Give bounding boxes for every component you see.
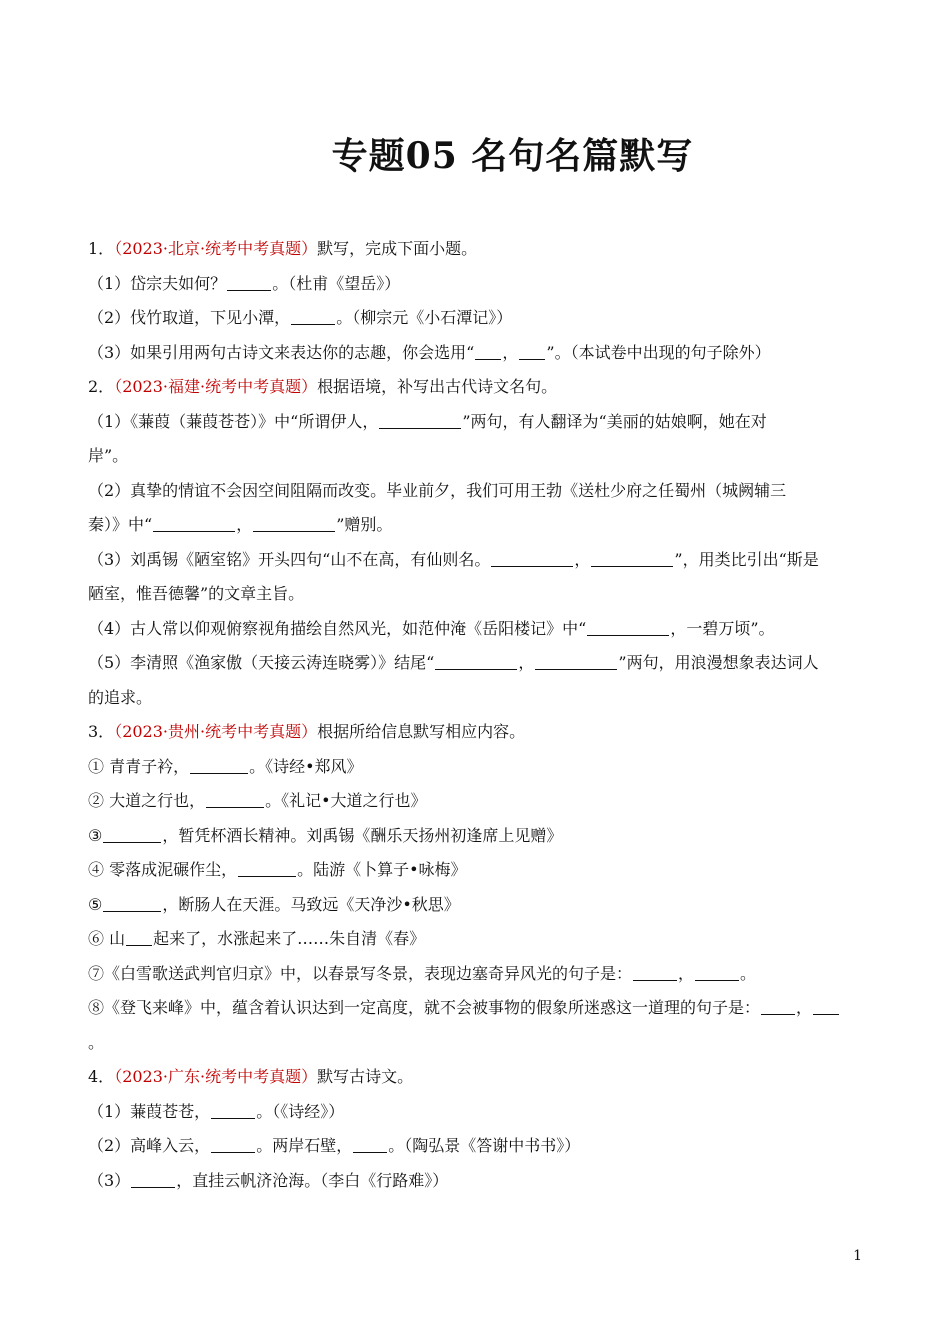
- q3-item-4: ④ 零落成泥碾作尘， 。陆游《卜算子•咏梅》: [88, 860, 467, 879]
- q1-item-2: （2）伐竹取道，下见小潭， 。（柳宗元《小石潭记》）: [88, 308, 513, 327]
- q3-item-5: ⑤ ，断肠人在天涯。马致远《天净沙•秋思》: [88, 894, 460, 914]
- answer-blank[interactable]: [291, 308, 335, 325]
- answer-blank[interactable]: [153, 515, 235, 532]
- answer-blank[interactable]: [131, 1171, 175, 1188]
- q2-item-2-cont: 秦）》中“ ， ”赠别。: [88, 515, 393, 534]
- q3-item-2: ② 大道之行也， 。《礼记•大道之行也》: [88, 791, 427, 810]
- question-source: （2023·福建·统考中考真题）: [114, 377, 318, 396]
- answer-blank[interactable]: [435, 653, 517, 670]
- question-source: （2023·贵州·统考中考真题）: [114, 722, 318, 741]
- answer-blank[interactable]: [227, 274, 271, 291]
- answer-blank[interactable]: [211, 1136, 255, 1153]
- question-number: 4．: [88, 1067, 115, 1086]
- question-prompt: 根据所给信息默写相应内容。: [317, 722, 526, 741]
- question-1-header: [88, 232, 868, 267]
- page-title: 专题05 名句名篇默写: [331, 135, 694, 177]
- question-2-header: [88, 370, 868, 405]
- answer-blank[interactable]: [633, 964, 677, 981]
- q3-item-8-cont: 。: [88, 1032, 105, 1052]
- question-prompt: 默写古诗文。: [317, 1067, 414, 1086]
- answer-blank[interactable]: [211, 1102, 255, 1119]
- q2-item-4: （4）古人常以仰观俯察视角描绘自然风光，如范仲淹《岳阳楼记》中“ ，一碧万顷”。: [88, 618, 775, 638]
- answer-blank[interactable]: [126, 929, 152, 946]
- question-number: 3．: [88, 722, 115, 741]
- q4-item-1: （1）蒹葭苍苍， 。（《诗经》）: [88, 1101, 345, 1121]
- answer-blank[interactable]: [379, 412, 461, 429]
- q2-item-5: （5）李清照《渔家傲（天接云涛连晓雾）》结尾“ ， ”两句，用浪漫想象表达词人: [88, 653, 819, 672]
- answer-blank[interactable]: [761, 998, 795, 1015]
- answer-blank[interactable]: [519, 343, 545, 360]
- q2-item-2: （2）真挚的情谊不会因空间阻隔而改变。毕业前夕，我们可用王勃《送杜少府之任蜀州（城阙辅三: [88, 480, 787, 500]
- q4-item-3: （3） ，直挂云帆济沧海。（李白《行路难》）: [88, 1170, 449, 1190]
- q2-item-3: （3）刘禹锡《陋室铭》开头四句“山不在高，有仙则名。 ， ”，用类比引出“斯是: [88, 549, 819, 569]
- q4-item-2: （2）高峰入云， 。两岸石壁， 。（陶弘景《答谢中书书》）: [88, 1136, 581, 1155]
- answer-blank[interactable]: [353, 1136, 387, 1153]
- q3-item-3: ③ ，暂凭杯酒长精神。刘禹锡《酬乐天扬州初逢席上见赠》: [88, 825, 563, 845]
- question-prompt: 默写，完成下面小题。: [317, 239, 478, 258]
- answer-blank[interactable]: [103, 895, 161, 912]
- answer-blank[interactable]: [238, 860, 296, 877]
- question-4-header: [88, 1060, 868, 1095]
- answer-blank[interactable]: [206, 791, 264, 808]
- answer-blank[interactable]: [813, 998, 839, 1015]
- answer-blank[interactable]: [695, 964, 739, 981]
- page-number: 1: [853, 1248, 862, 1264]
- question-source: （2023·广东·统考中考真题）: [114, 1067, 318, 1086]
- answer-blank[interactable]: [535, 653, 617, 670]
- answer-blank[interactable]: [190, 757, 248, 774]
- answer-blank[interactable]: [587, 619, 669, 636]
- q3-item-6: ⑥ 山 起来了，水涨起来了……朱自清《春》: [88, 929, 426, 948]
- worksheet-body: [88, 232, 868, 1198]
- question-number: 2．: [88, 377, 115, 396]
- question-3-header: [88, 715, 868, 750]
- answer-blank[interactable]: [253, 515, 335, 532]
- q2-item-1: （1）《蒹葭（蒹葭苍苍）》中“所谓伊人， ”两句，有人翻译为“美丽的姑娘啊，她在对: [88, 411, 767, 431]
- q3-item-1: ① 青青子衿， 。《诗经•郑风》: [88, 756, 363, 776]
- q3-item-8: ⑧《登飞来峰》中，蕴含着认识达到一定高度，就不会被事物的假象所迷惑这一道理的句子是： ，: [88, 991, 868, 1026]
- q2-item-5-cont: 的追求。: [88, 687, 153, 707]
- answer-blank[interactable]: [103, 826, 161, 843]
- q2-item-3-cont: 陋室，惟吾德馨”的文章主旨。: [88, 584, 305, 603]
- q3-item-7: ⑦《白雪歌送武判官归京》中，以春景写冬景，表现边塞奇异风光的句子是： ， 。: [88, 963, 757, 983]
- q1-item-1: （1）岱宗夫如何？ 。（杜甫《望岳》）: [88, 273, 401, 293]
- question-number: 1．: [88, 239, 115, 258]
- question-prompt: 根据语境，补写出古代诗文名句。: [317, 377, 558, 396]
- question-source: （2023·北京·统考中考真题）: [114, 239, 318, 258]
- q1-item-3: （3）如果引用两句古诗文来表达你的志趣，你会选用“ ， ”。（本试卷中出现的句子除外）: [88, 342, 771, 362]
- answer-blank[interactable]: [475, 343, 501, 360]
- answer-blank[interactable]: [491, 550, 573, 567]
- q2-item-1-cont: 岸”。: [88, 446, 129, 465]
- answer-blank[interactable]: [591, 550, 673, 567]
